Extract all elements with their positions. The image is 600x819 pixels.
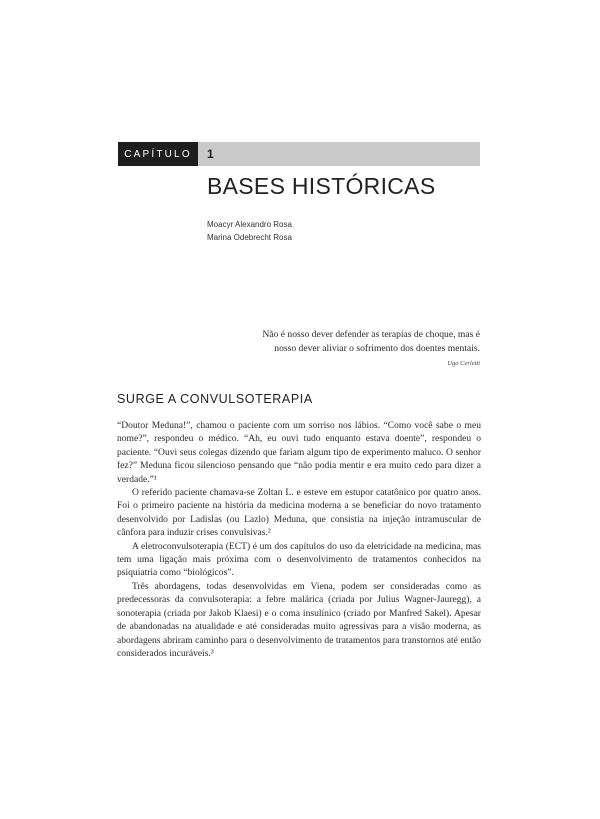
epigraph-author: Ugo Cerletti [447, 360, 480, 367]
chapter-number-bar [198, 142, 480, 166]
section-heading: SURGE A CONVULSOTERAPIA [117, 392, 313, 406]
epigraph-line: Não é nosso dever defender as terapias de choque, mas é [262, 329, 480, 340]
chapter-title: BASES HISTÓRICAS [207, 173, 436, 199]
paragraph: A eletroconvulsoterapia (ECT) é um dos capítulos do uso da eletricidade na medicina, mas tem uma ligação mais próxima com o desenvolvimento de tratamentos conhecidos na psiquiatria como “biológicos”. [117, 540, 481, 579]
chapter-number: 1 [207, 147, 214, 161]
body-text [117, 419, 481, 660]
paragraph: “Doutor Meduna!”, chamou o paciente com um sorriso nos lábios. “Como você sabe o meu nome?”, respondeu o médico. “Ah, eu ouvi tudo enquanto estava doente”, respondeu o paciente. “Ouvi seus colegas dizendo que fariam algum tipo de experimento maluco. O senhor fez?” Meduna ficou silencioso pensando que “não podia mentir e era muito cedo para dizer a verdade.”¹ [117, 420, 481, 485]
paragraph: Três abordagens, todas desenvolvidas em Viena, podem ser consideradas como as predecessoras da convulsoterapia: a febre malárica (criada por Julius Wagner-Jauregg), a sonoterapia (criada por Jakob Klaesi) e o coma insulínico (criado por Manfred Sakel). Apesar de abandonadas na atualidade e até consideradas muito agressivas para a visão moderna, as abordagens abriram caminho para o desenvolvimento de tratamentos para transtornos até então considerados incuráveis.³ [117, 580, 481, 659]
authors [207, 218, 292, 244]
epigraph-line: nosso dever aliviar o sofrimento dos doentes mentais. [274, 343, 480, 354]
chapter-label: CAPÍTULO [118, 142, 198, 166]
chapter-band [118, 142, 480, 166]
paragraph: O referido paciente chamava-se Zoltan L. e esteve em estupor catatônico por quatro anos. Foi o primeiro paciente na história da medicina moderna a se beneficiar do novo tratamento desenvolvido por Ladislas (ou Lazlo) Meduna, que consistia na injeção intramuscular de cânfora para induzir crises convulsivas.² [117, 487, 481, 539]
author-name: Moacyr Alexandro Rosa [207, 220, 292, 229]
epigraph [200, 328, 480, 371]
author-name: Marina Odebrecht Rosa [207, 233, 292, 242]
